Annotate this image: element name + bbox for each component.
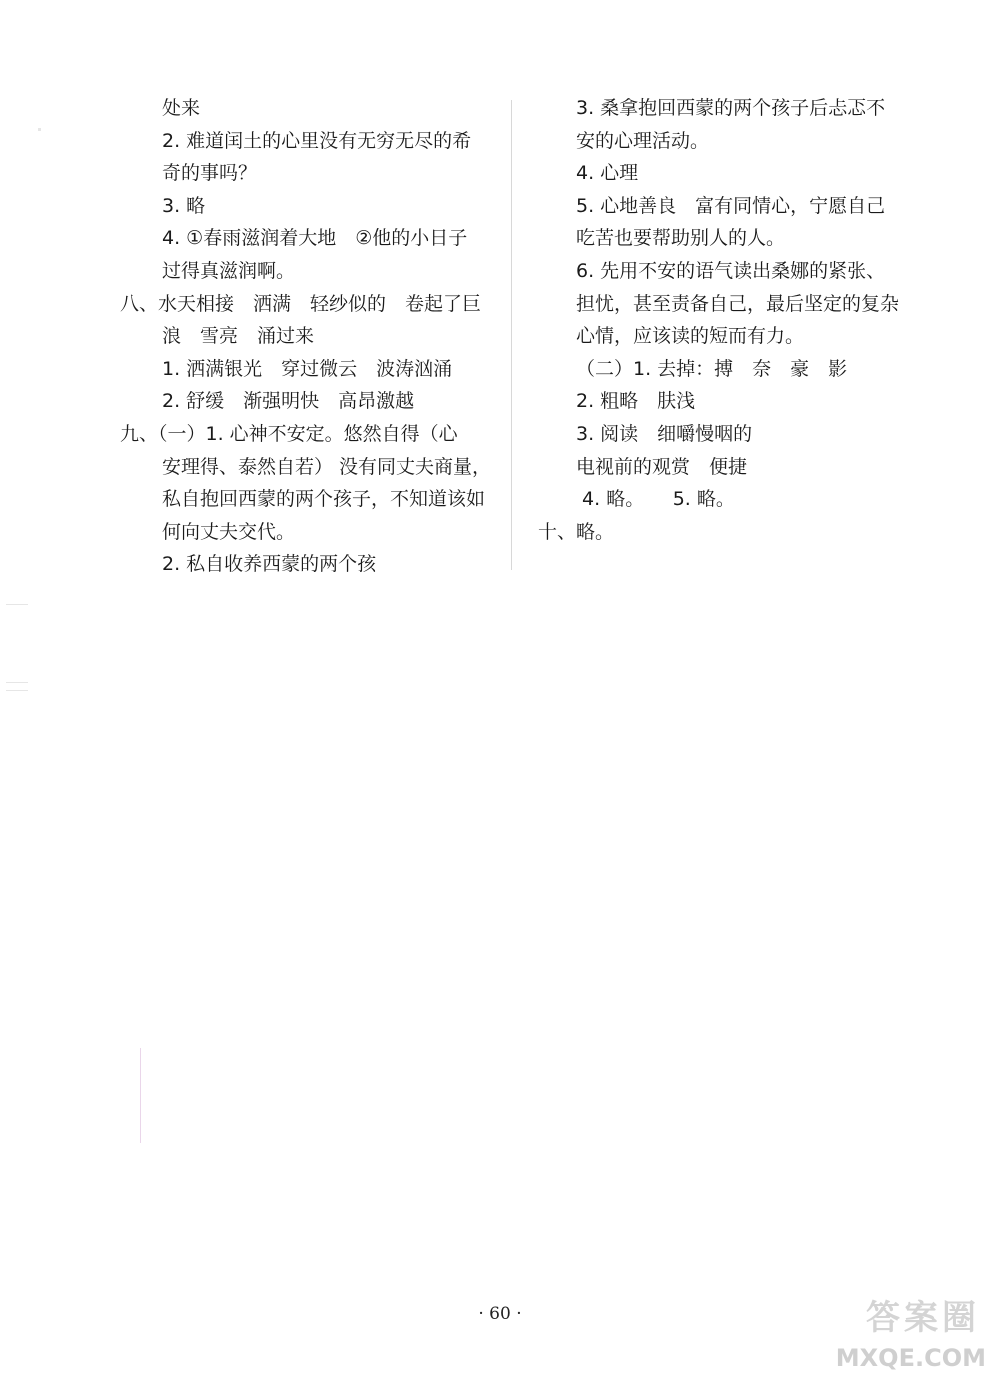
text-line: 心情，应该读的短而有力。: [576, 325, 805, 348]
text-line: 3. 阅读 细嚼慢咽的: [576, 422, 753, 445]
text-line: 九、（一）1. 心神不安定。悠然自得（心: [120, 422, 458, 445]
text-line: 4. 心理: [576, 162, 639, 185]
margin-mark: [140, 1048, 141, 1143]
text-line: 2. 舒缓 渐强明快 高昂激越: [162, 390, 415, 413]
watermark-logo: [826, 1290, 986, 1376]
text-line: 6. 先用不安的语气读出桑娜的紧张、: [576, 259, 886, 282]
text-line: 2. 粗略 肤浅: [576, 390, 696, 413]
text-line: 安理得、泰然自若） 没有同丈夫商量，: [162, 455, 492, 478]
text-line: 1. 洒满银光 穿过微云 波涛汹涌: [162, 357, 453, 380]
text-line: 2. 难道闰土的心里没有无穷无尽的希: [162, 129, 472, 152]
page-number: · 60 ·: [478, 1304, 522, 1324]
text-line: 八、水天相接 洒满 轻纱似的 卷起了巨: [120, 292, 482, 315]
margin-mark: [6, 690, 28, 691]
text-line: 安的心理活动。: [576, 129, 710, 152]
margin-mark: [6, 682, 28, 683]
right-column: [538, 92, 918, 548]
text-line: 3. 桑拿抱回西蒙的两个孩子后忐忑不: [576, 97, 886, 119]
margin-mark: [6, 604, 28, 605]
text-line: 3. 略: [162, 194, 206, 217]
text-line: （二）1. 去掉：搏 奈 豪 影: [576, 357, 848, 380]
text-line: 浪 雪亮 涌过来: [162, 325, 315, 348]
text-line: 电视前的观赏 便捷: [576, 455, 748, 478]
column-divider: [511, 100, 512, 570]
left-column: [120, 92, 500, 581]
text-line: 2. 私自收养西蒙的两个孩: [162, 553, 377, 576]
text-line: 4. 略。 5. 略。: [576, 488, 735, 511]
margin-mark: [38, 128, 41, 131]
text-line: 担忧，甚至责备自己，最后坚定的复杂: [576, 292, 900, 315]
text-line: 5. 心地善良 富有同情心，宁愿自己: [576, 194, 886, 217]
text-line: 过得真滋润啊。: [162, 259, 296, 282]
text-line: 十、略。: [538, 520, 615, 543]
watermark-title: 答案圈: [866, 1298, 980, 1338]
text-line: 私自抱回西蒙的两个孩子，不知道该如: [162, 488, 486, 511]
text-line: 奇的事吗？: [162, 162, 258, 185]
text-line: 4. ①春雨滋润着大地 ②他的小日子: [162, 227, 468, 250]
text-line: 何向丈夫交代。: [162, 520, 296, 543]
text-line: 吃苦也要帮助别人的人。: [576, 227, 786, 250]
watermark-url: MXQE.COM: [835, 1344, 986, 1372]
text-line: 处来: [162, 97, 201, 119]
